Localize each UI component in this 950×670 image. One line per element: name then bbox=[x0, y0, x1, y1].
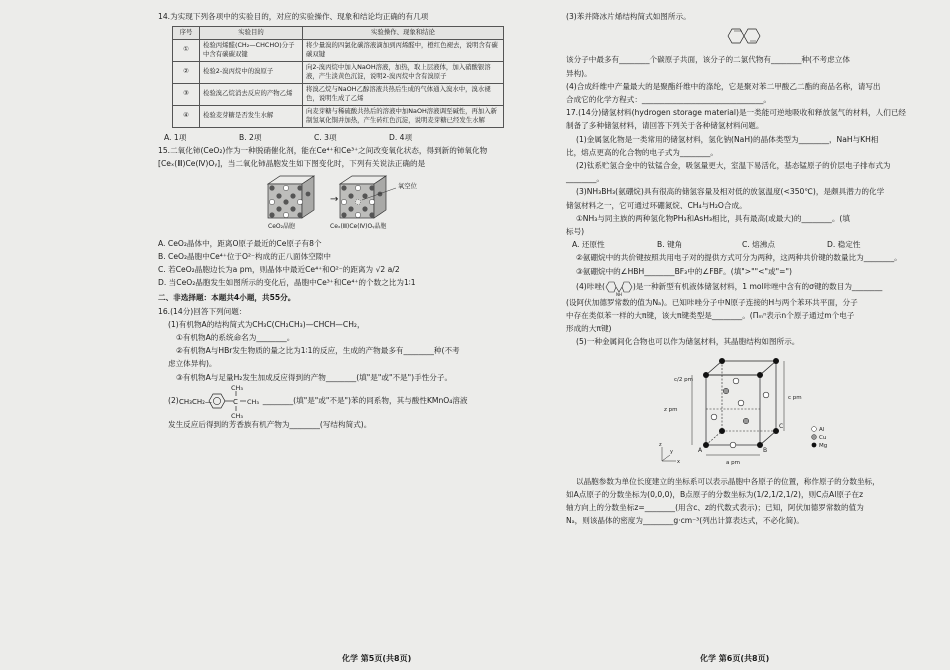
table-row: ② 检验2-溴丙烷中的溴原子 向2-溴丙烷中加入NaOH溶液，加热，取上层液体，加入硝酸银溶液，产生淡黄色沉淀，说明2-溴丙烷中含有溴原子 bbox=[173, 61, 504, 83]
svg-text:y: y bbox=[670, 448, 673, 455]
option-c[interactable]: C. 3项 bbox=[314, 132, 337, 142]
q17-2: (2)钛系贮氢合金中的钛锰合金，吸氢量更大，室温下易活化，基态锰原子的价层电子排布式为 bbox=[576, 161, 891, 171]
q17-5-d: 轴方向上的分数坐标z=________(用含c、z的代数式表示)；已知，阿伏加德罗常数的值为 bbox=[566, 503, 864, 513]
q16-2: (2) CH₃CH₂— C CH₃ CH₃ CH₃ ________(填"是"或"不是")苯的同系物，其与酸性KMnO₄溶液 bbox=[168, 383, 468, 418]
ceo2-cell-right bbox=[340, 176, 396, 218]
page-5 bbox=[158, 10, 590, 431]
q17-3-a: ①NH₃与同主族的两种氢化物PH₃和AsH₃相比，具有最高(或最大)的________。(填 bbox=[576, 213, 850, 223]
q14-table bbox=[172, 26, 504, 128]
q17-4-c: 中存在类似苯一样的大π键，该大π键类型是________。(Πₘⁿ表示n个原子通过m个电子 bbox=[566, 311, 855, 321]
q17-3-b: ②氨硼烷中的共价键按照共用电子对的提供方式可分为两种，这两种共价键的数量比为________。 bbox=[576, 253, 902, 263]
q16-1: (1)有机物A的结构简式为CH₃C(CH₂CH₃)—CHCH—CH₂， bbox=[168, 319, 365, 329]
section-2-heading: 二、非选择题：本题共4小题，共55分。 bbox=[158, 293, 296, 303]
page-6 bbox=[566, 10, 946, 528]
q14-stem: 14.为实现下列各项中的实验目的，对应的实验操作、现象和结论均正确的有几项 bbox=[158, 12, 429, 21]
q17-stem2: 制备了多种储氢材料，请回答下列关于各种储氢材料问题。 bbox=[566, 121, 764, 131]
label-point-c: C bbox=[779, 422, 784, 430]
q17-4-b: (设阿伏加德罗常数的值为Nₐ)。已知咔唑分子中N原子连接的H与两个苯环共平面，分子 bbox=[566, 297, 858, 307]
q16-stem: 16.(14分)回答下列问题： bbox=[158, 306, 247, 316]
q16-2-b: 发生反应后得到的芳香族有机产物为________(写结构简式)。 bbox=[168, 419, 372, 429]
q17-4-d: 形成的大π键) bbox=[566, 324, 612, 334]
biphenylene-structure bbox=[566, 25, 946, 47]
option-b[interactable]: B. 2项 bbox=[239, 132, 262, 142]
table-header: 序号 实验目的 实验操作、现象和结论 bbox=[173, 27, 504, 40]
tert-butyl-ethylbenzene-structure bbox=[179, 384, 263, 418]
quaternary-c-label: C bbox=[232, 397, 238, 406]
svg-text:z: z bbox=[659, 441, 662, 448]
q16-1-b2: 虑立体异构)。 bbox=[168, 359, 217, 369]
q16-3: (3)苯并降冰片烯结构简式如图所示。 bbox=[566, 12, 691, 21]
ceo2-cell-left bbox=[268, 176, 314, 218]
q17-4: (4)咔唑( NH )是一种新型有机液体储氢材料，1 mol咔唑中含有的σ键的数目为________ bbox=[566, 278, 946, 296]
option-d[interactable]: D. 4项 bbox=[389, 132, 413, 142]
table-row: ③ 检验溴乙烷消去反应的产物乙烯 将溴乙烷与NaOH乙醇溶液共热后生成的气体通入溴水中，溴水褪色，说明生成了乙烯 bbox=[173, 83, 504, 105]
ceo2-crystal-figure bbox=[158, 172, 590, 230]
label-c-pm: c pm bbox=[788, 394, 802, 401]
q15-option-b[interactable]: B. CeO₂晶胞中Ce⁴⁺位于O²⁻构成的正八面体空隙中 bbox=[158, 251, 331, 261]
legend bbox=[812, 426, 828, 448]
table-row: ① 检验丙烯醛(CH₂—CHCHO)分子中含有碳碳双键 将少量溴的四氯化碳溶液滴加到丙烯醛中，橙红色褪去，说明含有碳碳双键 bbox=[173, 39, 504, 61]
q16-3-text2: 异构)。 bbox=[566, 68, 592, 78]
q16-1-a: ①有机物A的系统命名为________。 bbox=[176, 332, 295, 342]
q16-4: (4)合成纤维中产量最大的是聚酯纤维中的涤纶，它是聚对苯二甲酸乙二酯的商品名称，请写出 bbox=[566, 81, 881, 91]
q16-3-text: 该分子中最多有________个碳原子共面，该分子的二氯代物有________种(不考虑立体 bbox=[566, 55, 850, 65]
q17-3-c: ③氨硼烷中的∠HBH________BF₃中的∠FBF。(填">""<"或"=") bbox=[576, 266, 792, 276]
label-half-pm: c/2 pm bbox=[674, 376, 693, 383]
q15-stem: 15.二氧化铈(CeO₂)作为一种脱硝催化剂，能在Ce⁴⁺和Ce³⁺之间改变氧化状态，得到新的铈氧化物 bbox=[158, 145, 488, 155]
q17-2b: ________。 bbox=[566, 174, 604, 184]
ceo2-label: CeO₂晶胞 bbox=[268, 223, 296, 231]
q17-1: (1)金属氢化物是一类常用的储氢材料，氢化钠(NaH)的晶体类型为________，NaH与KH相 bbox=[576, 134, 879, 144]
option-d[interactable]: D. 稳定性 bbox=[827, 240, 861, 250]
page-6-footer: 化学 第6页(共8页) bbox=[700, 654, 770, 663]
ch3-right: CH₃ bbox=[246, 397, 259, 406]
q15-option-c[interactable]: C. 若CeO₂晶胞边长为a pm，则晶体中最近Ce⁴⁺和O²⁻的距离为 √2 a/2 bbox=[158, 264, 400, 274]
arrow: → bbox=[330, 194, 339, 206]
q17-5-c: 如A点原子的分数坐标为(0,0,0)，B点原子的分数坐标为(1/2,1/2,1/2)，则C点Al原子在z bbox=[566, 490, 864, 500]
q14-options bbox=[164, 131, 464, 144]
vacancy-label: 氧空位 bbox=[398, 183, 417, 191]
alloy-crystal-figure bbox=[566, 351, 946, 469]
q17-5-e: Nₐ，则该晶体的密度为________g·cm⁻³(列出计算表达式，不必化简)。 bbox=[566, 516, 804, 526]
q17-5: (5)一种金属间化合物也可以作为储氢材料，其晶胞结构如图所示。 bbox=[576, 337, 800, 347]
q16-1-b: ②有机物A与HBr发生物质的量之比为1∶1的反应，生成的产物最多有________种(不考 bbox=[176, 346, 460, 356]
ch3-top: CH₃ bbox=[230, 383, 243, 392]
table-row: ④ 检验麦芽糖是否发生水解 向麦芽糖与稀硫酸共热后的溶液中加NaOH溶液调至碱性，再加入新制氢氧化铜并加热，产生砖红色沉淀，说明麦芽糖已经发生水解 bbox=[173, 105, 504, 127]
label-a-pm: a pm bbox=[726, 459, 740, 466]
q17-3-options bbox=[572, 238, 912, 251]
label-point-b: B bbox=[763, 446, 768, 454]
ch3-bottom: CH₃ bbox=[230, 411, 243, 418]
label-z-pm: z pm bbox=[664, 406, 678, 413]
ch3ch2-label: CH₃CH₂— bbox=[178, 397, 212, 406]
q17-1b: 比，熔点更高的化合物的电子式为________。 bbox=[566, 147, 718, 157]
svg-text:x: x bbox=[677, 458, 680, 465]
option-a[interactable]: A. 还原性 bbox=[572, 240, 605, 250]
axes-indicator bbox=[659, 442, 680, 465]
q16-1-c: ③有机物A与足量H₂发生加成反应得到的产物________(填"是"或"不是")手性分子。 bbox=[176, 372, 453, 382]
option-b[interactable]: B. 键角 bbox=[657, 240, 683, 250]
legend-al: Al bbox=[819, 426, 825, 433]
legend-cu: Cu bbox=[819, 434, 827, 441]
q17-stem: 17.(14分)储氢材料(hydrogen storage material)是一类能可逆地吸收和释放氢气的材料，人们已经 bbox=[566, 108, 907, 118]
legend-mg: Mg bbox=[819, 442, 828, 449]
sqrt-fraction: √2 a/2 bbox=[373, 264, 400, 274]
q15-option-a[interactable]: A. CeO₂晶体中，距离O原子最近的Ce原子有8个 bbox=[158, 238, 322, 248]
carbazole-structure bbox=[605, 278, 633, 296]
option-a[interactable]: A. 1项 bbox=[164, 132, 187, 142]
ceo2-x-label: Ceₓ(Ⅲ)Ce(Ⅳ)Oᵧ晶胞 bbox=[330, 223, 387, 231]
q15-stem-2: [Ceₓ(Ⅲ)Ce(Ⅳ)Oᵧ]，当二氧化铈晶胞发生如下图变化时，下列有关说法正确的是 bbox=[158, 159, 426, 169]
option-c[interactable]: C. 熔沸点 bbox=[742, 240, 775, 250]
q17-3b: 储氢材料之一，它可通过环硼氮烷、CH₄与H₂O合成。 bbox=[566, 200, 747, 210]
nh-label: NH bbox=[615, 291, 622, 296]
q17-3-a2: 标号) bbox=[566, 227, 585, 237]
label-point-a: A bbox=[698, 446, 703, 454]
q17-5-b: 以晶胞参数为单位长度建立的坐标系可以表示晶胞中各原子的位置，称作原子的分数坐标， bbox=[576, 476, 880, 486]
q16-4-b: 合成它的化学方程式：________________________________。 bbox=[566, 95, 772, 105]
page-5-footer: 化学 第5页(共8页) bbox=[342, 654, 412, 663]
q17-3: (3)NH₃BH₃(氨硼烷)具有很高的储氢容量及相对低的放氢温度(<350℃)，是颇具潜力的化学 bbox=[576, 187, 885, 197]
q15-option-d[interactable]: D. 当CeO₂晶胞发生如图所示的变化后，晶胞中Ce³⁺和Ce⁴⁺的个数之比为1∶1 bbox=[158, 278, 416, 288]
